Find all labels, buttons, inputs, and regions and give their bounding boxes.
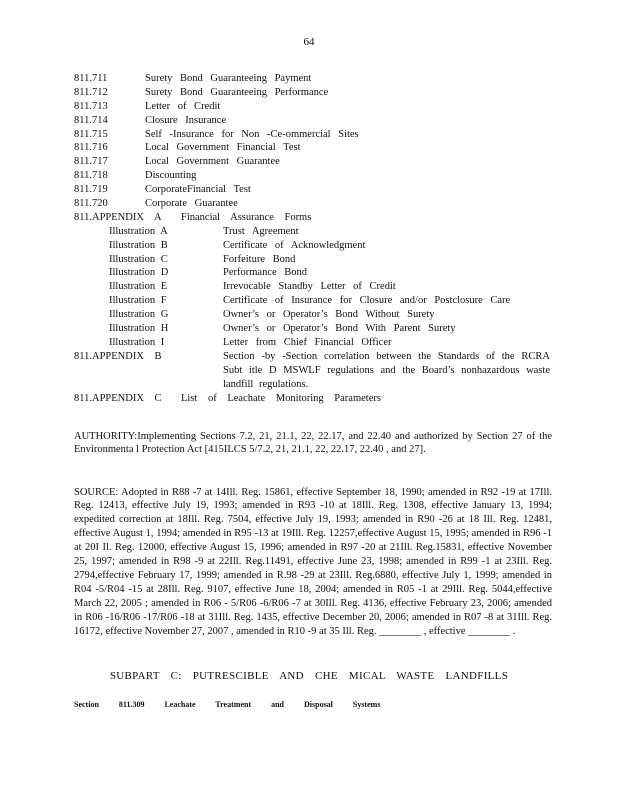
illustration-label: Illustration D: [109, 267, 169, 279]
toc-appendix-c: [74, 392, 554, 406]
section-heading-title: Leachate Treatment and Disposal Systems: [164, 700, 381, 709]
illustration-title: Certificate of Acknowledgment: [223, 239, 366, 251]
section-title: Local Government Guarantee: [145, 156, 280, 168]
toc-row: [74, 155, 554, 169]
illustration-label: Illustration H: [109, 323, 169, 335]
illustration-title: Owner’s or Operator’s Bond Without Surety: [223, 309, 435, 321]
toc-row: [74, 183, 554, 197]
illustration-label: Illustration A: [109, 225, 168, 237]
section-number: 811.713: [74, 100, 108, 112]
appendix-title: List of Leachate Monitoring Parameters: [181, 392, 381, 404]
illustration-title: Letter from Chief Financial Officer: [223, 336, 392, 348]
illustration-title: Owner’s or Operator’s Bond With Parent Surety: [223, 323, 456, 335]
section-number: 811.716: [74, 142, 108, 154]
subpart-heading: SUBPART C: PUTRESCIBLE AND CHE MICAL WASTE LANDFILLS: [109, 670, 509, 682]
section-heading-number: 811.309: [118, 700, 145, 709]
section-title: Surety Bond Guaranteeing Payment: [145, 73, 312, 84]
appendix-title: Section -by -Section correlation between the Standards of the RCRA Subt itle D MSWLF regulations and the Board’s nonhazardous waste landfill regulations.: [223, 350, 550, 390]
table-of-contents: [74, 72, 554, 405]
section-number: 811.717: [74, 156, 108, 168]
section-title: Surety Bond Guaranteeing Performance: [145, 86, 329, 98]
toc-appendix-b: [74, 350, 554, 392]
toc-row: [74, 197, 554, 211]
illustration-label: Illustration E: [109, 281, 168, 293]
section-title: Corporate Guarantee: [145, 198, 238, 210]
toc-row: [74, 169, 554, 183]
section-title: Closure Insurance: [145, 114, 227, 126]
toc-row: [74, 141, 554, 155]
toc-row: [74, 114, 554, 128]
section-number: 811.718: [74, 170, 108, 182]
illustration-row: [74, 322, 554, 336]
illustration-title: Irrevocable Standby Letter of Credit: [223, 281, 396, 293]
illustration-label: Illustration C: [109, 253, 168, 265]
toc-row: [74, 72, 554, 86]
section-number: 811.715: [74, 128, 108, 140]
page-number: 64: [303, 36, 315, 48]
illustration-row: [74, 239, 554, 253]
illustration-row: [74, 225, 554, 239]
appendix-title: Financial Assurance Forms: [181, 211, 312, 223]
section-title: Letter of Credit: [145, 100, 221, 112]
authority-note: AUTHORITY:Implementing Sections 7.2, 21, 21.1, 22, 22.17, and 22.40 and authorized by Section 27 of the Environmenta l Protection Act [415ILCS 5/7.2, 21, 21.1, 22, 22.17, 22.40 , and 27].: [74, 430, 552, 456]
illustration-title: Forfeiture Bond: [223, 253, 296, 265]
toc-row: [74, 100, 554, 114]
section-word: Section: [74, 700, 99, 709]
appendix-number: 811.APPENDIX B: [74, 350, 162, 362]
section-title: Discounting: [145, 170, 197, 182]
section-number: 811.720: [74, 198, 108, 210]
appendix-number: 811.APPENDIX A: [74, 211, 162, 223]
illustration-row: [74, 336, 554, 350]
section-number: 811.714: [74, 114, 108, 126]
illustration-row: [74, 308, 554, 322]
illustration-row: [74, 266, 554, 280]
illustration-title: Trust Agreement: [223, 225, 299, 237]
illustration-label: Illustration F: [109, 295, 167, 307]
illustration-label: Illustration I: [109, 336, 165, 348]
section-title: Self -Insurance for Non -Ce-ommercial Sites: [145, 128, 359, 140]
illustration-label: Illustration B: [109, 239, 168, 251]
toc-row: [74, 86, 554, 100]
section-number: 811.719: [74, 184, 108, 196]
illustration-title: Performance Bond: [223, 267, 308, 279]
source-note: SOURCE: Adopted in R88 -7 at 14Ill. Reg. 15861, effective September 18, 1990; amended in R92 -19 at 17Ill. Reg. 12413, effective July 19, 1993; amended in R93 -10 at 18Ill. Reg. 1308, effective January 13, 1994; expedited correction at 18Ill. Reg. 7504, effective July 19, 1993; amended in R90 -26 at 18 Ill. Reg. 12481, effective August 1, 1994; amended in R95 -13 at 19Ill. Reg. 12257,effective August 15, 1995; amended in R96 -1 at 20I Il. Reg. 12000, effective August 15, 1996; amended in R97 -20 at 21Ill. Reg.15831, effective November 25, 1997; amended in R98 -9 at 22Ill. Reg.11491, effective June 23, 1998; amended in R99 -1 at 23Ill. Reg. 2794,effective February 17, 1999; amended in R.98 -29 at 23Ill. Reg.6880, effective July 1, 1999; amended in R04 -5/R04 -15 at 28Ill. Reg. 9107, effective June 18, 2004; amended in R05 -1 at 29Ill. Reg. 5044,effective March 22, 2005 ; amended in R06 - 5/R06 -6/R06 -7 at 30Ill. Reg. 4136, effective February 23, 2006; amended in R06 -16/R06 -17/R06 -18 at 31Ill. Reg. 1435, effective December 20, 2006; amended in R07 -8 at 31Ill. Reg. 16172, effective November 27, 2007 , amended in R10 -9 at 35 Ill. Reg. ________ , effective ________ .: [74, 486, 552, 637]
section-number: 811.711: [74, 73, 108, 84]
illustration-row: [74, 253, 554, 267]
section-title: Local Government Financial Test: [145, 142, 301, 154]
appendix-number: 811.APPENDIX C: [74, 392, 162, 404]
section-heading: [74, 700, 400, 709]
illustration-title: Certificate of Insurance for Closure and/or Postclosure Care: [223, 295, 511, 307]
section-title: CorporateFinancial Test: [145, 184, 251, 196]
illustration-row: [74, 294, 554, 308]
toc-appendix-a: [74, 211, 554, 225]
illustration-label: Illustration G: [109, 309, 169, 321]
toc-row: [74, 128, 554, 142]
illustration-row: [74, 280, 554, 294]
section-number: 811.712: [74, 86, 108, 98]
